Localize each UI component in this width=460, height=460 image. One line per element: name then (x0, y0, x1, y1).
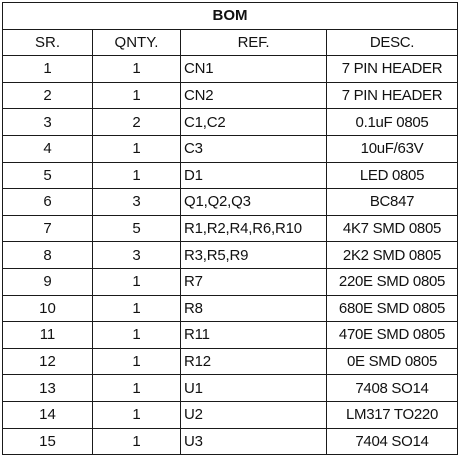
cell-qty: 1 (93, 295, 181, 322)
cell-desc: 220E SMD 0805 (327, 268, 458, 295)
header-row (3, 29, 458, 56)
cell-desc: 7 PIN HEADER (327, 56, 458, 83)
table-row (3, 375, 458, 402)
cell-ref: CN1 (181, 56, 327, 83)
cell-desc: 7 PIN HEADER (327, 82, 458, 109)
cell-ref: D1 (181, 162, 327, 189)
cell-ref: CN2 (181, 82, 327, 109)
cell-sr: 5 (3, 162, 93, 189)
cell-sr: 13 (3, 375, 93, 402)
cell-sr: 10 (3, 295, 93, 322)
cell-desc: 7408 SO14 (327, 375, 458, 402)
table-row (3, 295, 458, 322)
table-title: BOM (3, 3, 458, 30)
title-row (3, 3, 458, 30)
table-row (3, 189, 458, 216)
header-ref: REF. (181, 29, 327, 56)
cell-desc: 10uF/63V (327, 135, 458, 162)
cell-desc: LED 0805 (327, 162, 458, 189)
cell-qty: 1 (93, 348, 181, 375)
cell-desc: 4K7 SMD 0805 (327, 215, 458, 242)
cell-desc: 0E SMD 0805 (327, 348, 458, 375)
cell-desc: 2K2 SMD 0805 (327, 242, 458, 269)
cell-qty: 2 (93, 109, 181, 136)
cell-desc: 7404 SO14 (327, 428, 458, 455)
cell-qty: 1 (93, 135, 181, 162)
table-body (3, 56, 458, 455)
cell-ref: R3,R5,R9 (181, 242, 327, 269)
header-sr: SR. (3, 29, 93, 56)
table-row (3, 215, 458, 242)
bom-table (2, 2, 458, 455)
cell-sr: 11 (3, 322, 93, 349)
cell-sr: 15 (3, 428, 93, 455)
cell-qty: 1 (93, 428, 181, 455)
cell-qty: 1 (93, 401, 181, 428)
cell-sr: 1 (3, 56, 93, 83)
cell-desc: BC847 (327, 189, 458, 216)
cell-qty: 5 (93, 215, 181, 242)
cell-qty: 1 (93, 322, 181, 349)
table-row (3, 348, 458, 375)
table-row (3, 428, 458, 455)
table-row (3, 109, 458, 136)
cell-sr: 3 (3, 109, 93, 136)
cell-ref: C1,C2 (181, 109, 327, 136)
cell-qty: 3 (93, 242, 181, 269)
cell-desc: LM317 TO220 (327, 401, 458, 428)
header-qty: QNTY. (93, 29, 181, 56)
table-row (3, 401, 458, 428)
table-row (3, 82, 458, 109)
cell-sr: 2 (3, 82, 93, 109)
cell-ref: Q1,Q2,Q3 (181, 189, 327, 216)
cell-ref: U1 (181, 375, 327, 402)
table-row (3, 162, 458, 189)
cell-sr: 8 (3, 242, 93, 269)
cell-desc: 0.1uF 0805 (327, 109, 458, 136)
cell-ref: R8 (181, 295, 327, 322)
table-row (3, 322, 458, 349)
cell-ref: U2 (181, 401, 327, 428)
cell-ref: C3 (181, 135, 327, 162)
cell-qty: 1 (93, 375, 181, 402)
cell-qty: 3 (93, 189, 181, 216)
cell-qty: 1 (93, 268, 181, 295)
cell-sr: 7 (3, 215, 93, 242)
cell-ref: R12 (181, 348, 327, 375)
cell-ref: R7 (181, 268, 327, 295)
cell-ref: U3 (181, 428, 327, 455)
cell-qty: 1 (93, 162, 181, 189)
cell-sr: 12 (3, 348, 93, 375)
cell-sr: 14 (3, 401, 93, 428)
cell-ref: R1,R2,R4,R6,R10 (181, 215, 327, 242)
cell-ref: R11 (181, 322, 327, 349)
cell-sr: 9 (3, 268, 93, 295)
table-row (3, 242, 458, 269)
header-desc: DESC. (327, 29, 458, 56)
cell-desc: 470E SMD 0805 (327, 322, 458, 349)
table-row (3, 268, 458, 295)
cell-sr: 4 (3, 135, 93, 162)
table-row (3, 56, 458, 83)
cell-sr: 6 (3, 189, 93, 216)
cell-qty: 1 (93, 82, 181, 109)
cell-qty: 1 (93, 56, 181, 83)
table-row (3, 135, 458, 162)
cell-desc: 680E SMD 0805 (327, 295, 458, 322)
